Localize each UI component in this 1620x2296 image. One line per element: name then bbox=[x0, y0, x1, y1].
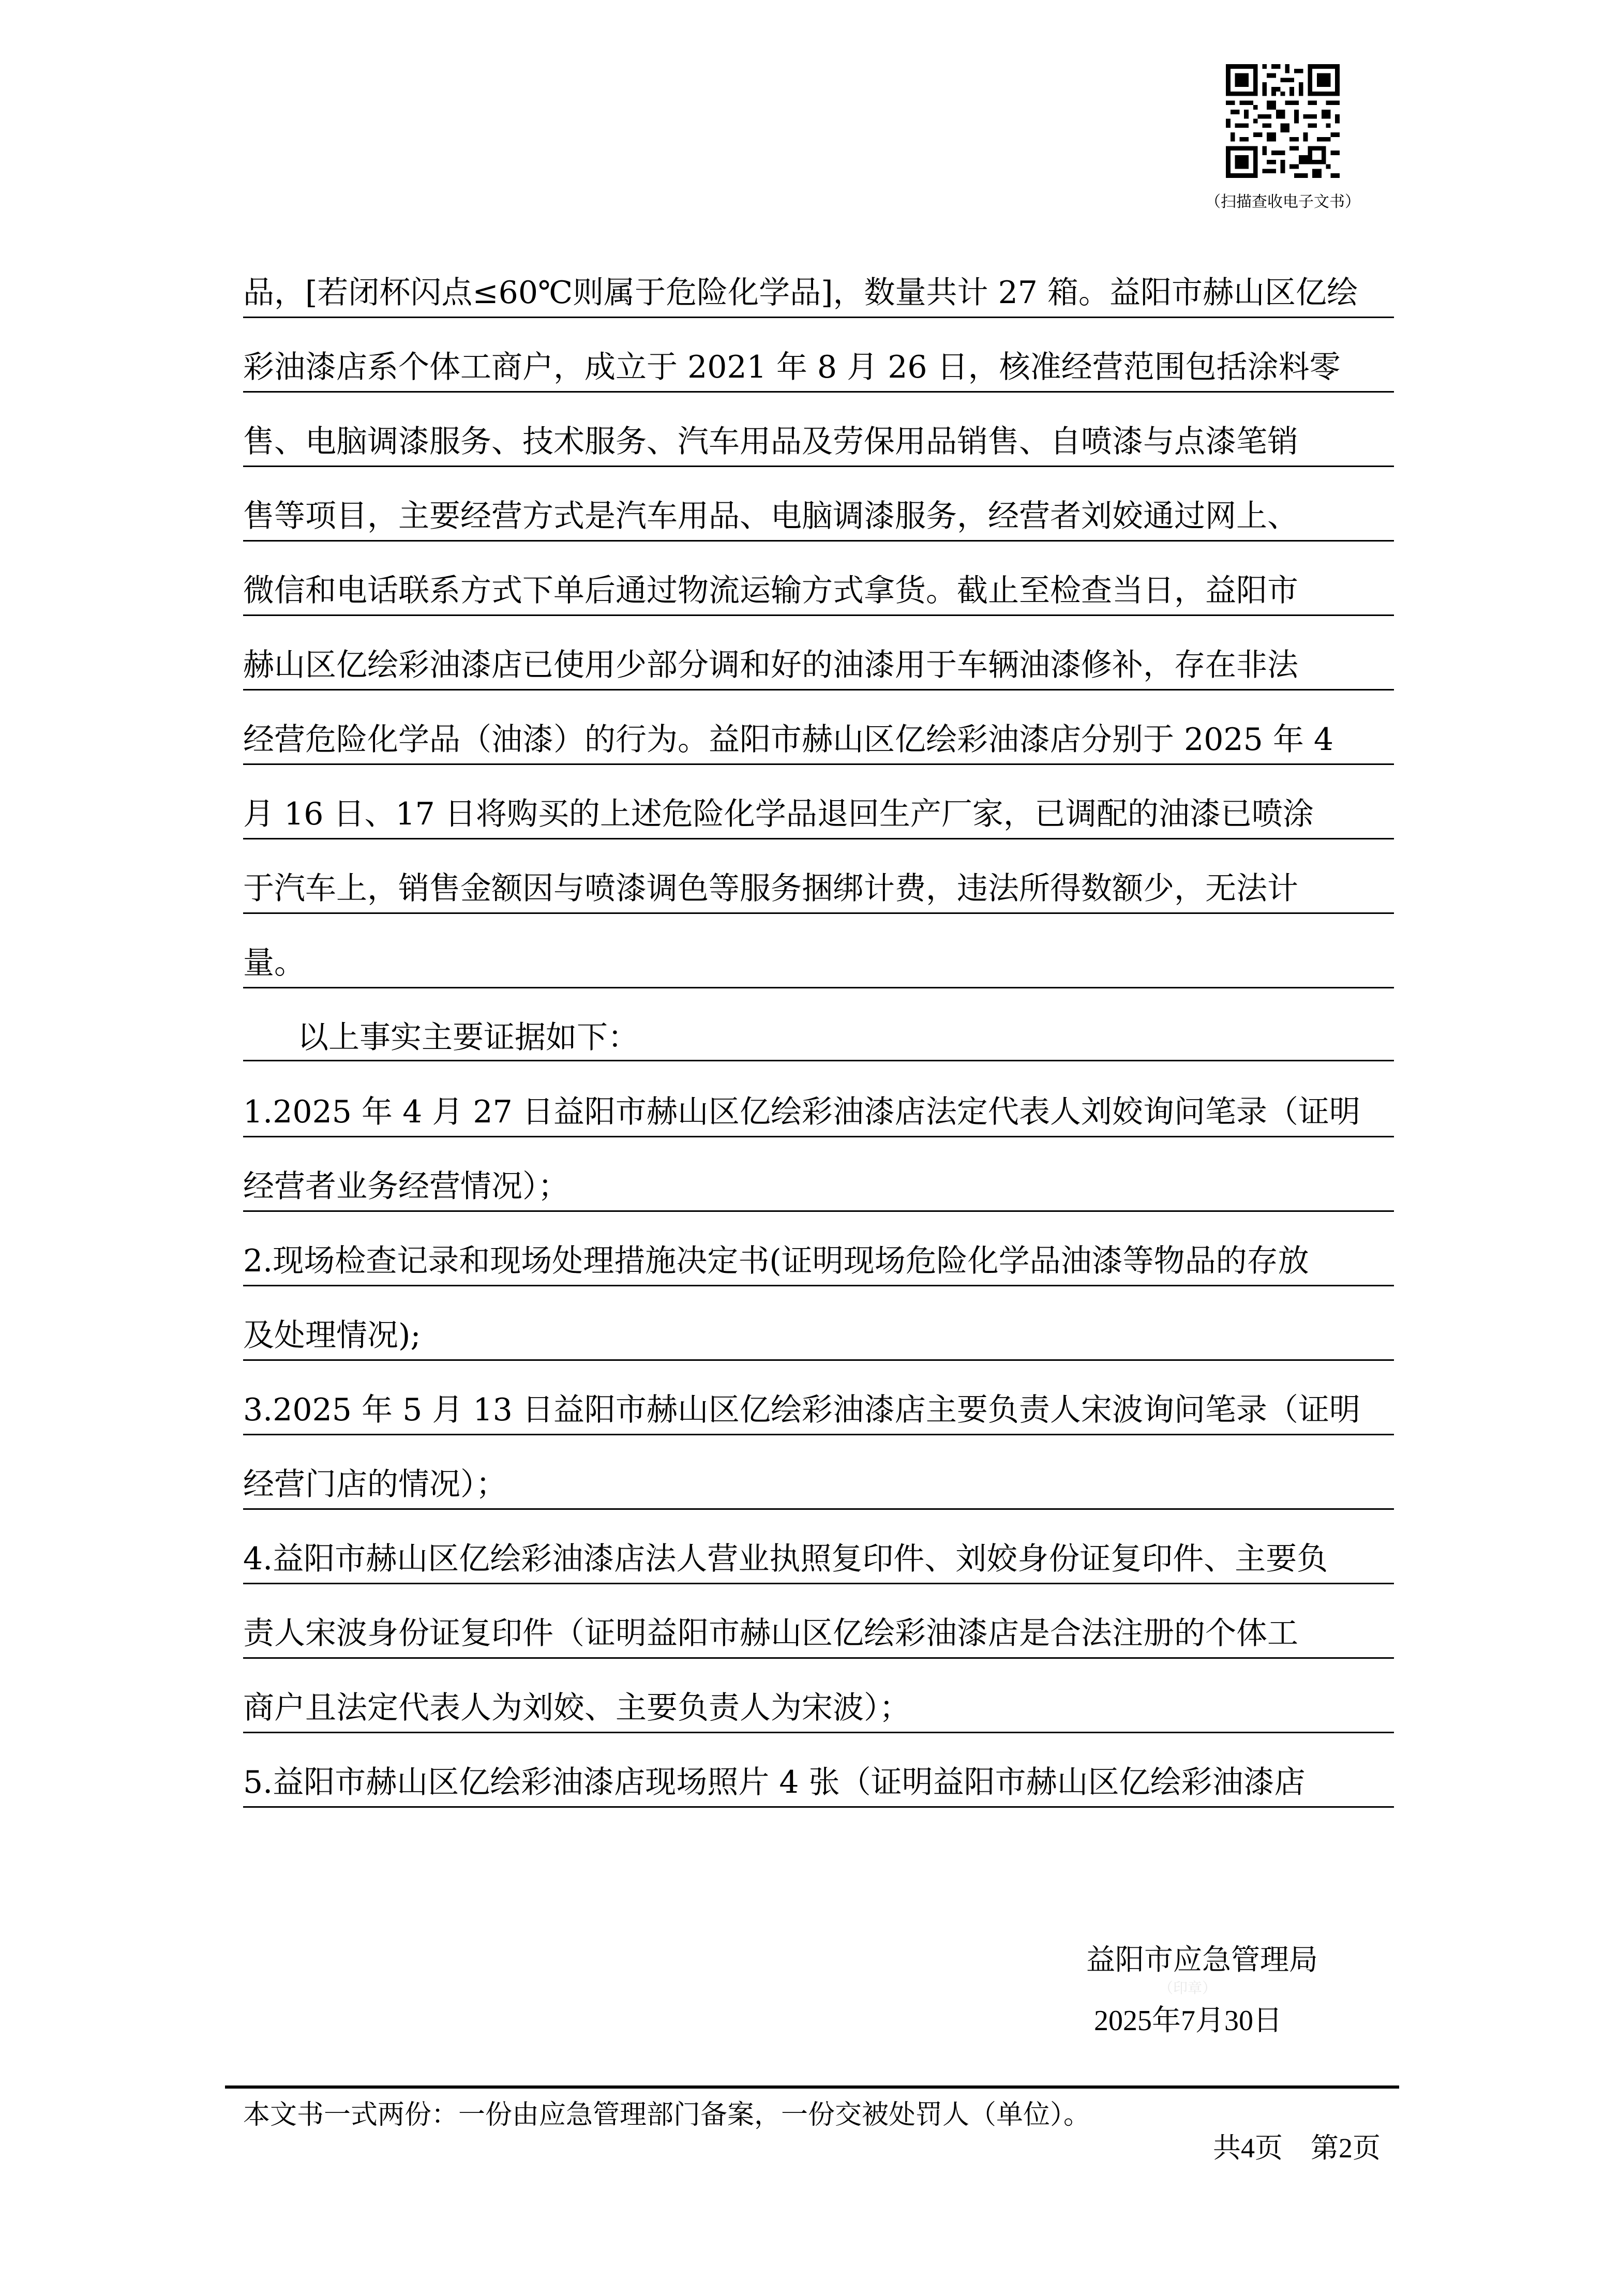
evidence-line: 1.2025 年 4 月 27 日益阳市赫山区亿绘彩油漆店法定代表人刘姣询问笔录（证明 bbox=[243, 1088, 1394, 1137]
qr-code-icon[interactable] bbox=[1226, 64, 1340, 178]
evidence-line: 经营者业务经营情况）； bbox=[243, 1163, 1394, 1212]
body-line: 售、电脑调漆服务、技术服务、汽车用品及劳保用品销售、自喷漆与点漆笔销 bbox=[243, 418, 1394, 467]
body-line: 微信和电话联系方式下单后通过物流运输方式拿货。截止至检查当日，益阳市 bbox=[243, 567, 1394, 616]
body-line: 月 16 日、17 日将购买的上述危险化学品退回生产厂家，已调配的油漆已喷涂 bbox=[243, 790, 1394, 839]
body-line: 经营危险化学品（油漆）的行为。益阳市赫山区亿绘彩油漆店分别于 2025 年 4 bbox=[243, 716, 1394, 765]
body-line: 彩油漆店系个体工商户，成立于 2021 年 8 月 26 日，核准经营范围包括涂料零 bbox=[243, 343, 1394, 393]
evidence-line: 5.益阳市赫山区亿绘彩油漆店现场照片 4 张（证明益阳市赫山区亿绘彩油漆店 bbox=[243, 1759, 1394, 1808]
seal-placeholder: （印章） bbox=[1159, 1979, 1217, 1997]
evidence-line: 商户且法定代表人为刘姣、主要负责人为宋波）； bbox=[243, 1684, 1394, 1733]
copy-note: 本文书一式两份：一份由应急管理部门备案，一份交被处罚人（单位）。 bbox=[243, 2099, 1091, 2130]
issue-date: 2025年7月30日 bbox=[1094, 2005, 1282, 2037]
body-line: 量。 bbox=[243, 939, 1394, 988]
body-line: 赫山区亿绘彩油漆店已使用少部分调和好的油漆用于车辆油漆修补，存在非法 bbox=[243, 641, 1394, 691]
footer-rule bbox=[225, 2085, 1399, 2089]
body-line: 品，[若闭杯闪点≤60℃则属于危险化学品]，数量共计 27 箱。益阳市赫山区亿绘 bbox=[243, 269, 1394, 318]
body-line: 于汽车上，销售金额因与喷漆调色等服务捆绑计费，违法所得数额少，无法计 bbox=[243, 865, 1394, 914]
qr-caption: （扫描查收电子文书） bbox=[1205, 193, 1360, 211]
evidence-line: 经营门店的情况）； bbox=[243, 1461, 1394, 1510]
page-number: 共4页 第2页 bbox=[1213, 2133, 1381, 2164]
issuer-name: 益阳市应急管理局 bbox=[1086, 1943, 1318, 1977]
evidence-line: 3.2025 年 5 月 13 日益阳市赫山区亿绘彩油漆店主要负责人宋波询问笔录（证明 bbox=[243, 1386, 1394, 1435]
body-line: 售等项目，主要经营方式是汽车用品、电脑调漆服务，经营者刘姣通过网上、 bbox=[243, 492, 1394, 542]
evidence-line: 及处理情况); bbox=[243, 1312, 1394, 1361]
evidence-line: 责人宋波身份证复印件（证明益阳市赫山区亿绘彩油漆店是合法注册的个体工 bbox=[243, 1610, 1394, 1659]
evidence-intro-line: 以上事实主要证据如下： bbox=[243, 1014, 1394, 1061]
evidence-line: 2.现场检查记录和现场处理措施决定书(证明现场危险化学品油漆等物品的存放 bbox=[243, 1237, 1394, 1286]
evidence-line: 4.益阳市赫山区亿绘彩油漆店法人营业执照复印件、刘姣身份证复印件、主要负 bbox=[243, 1535, 1394, 1584]
